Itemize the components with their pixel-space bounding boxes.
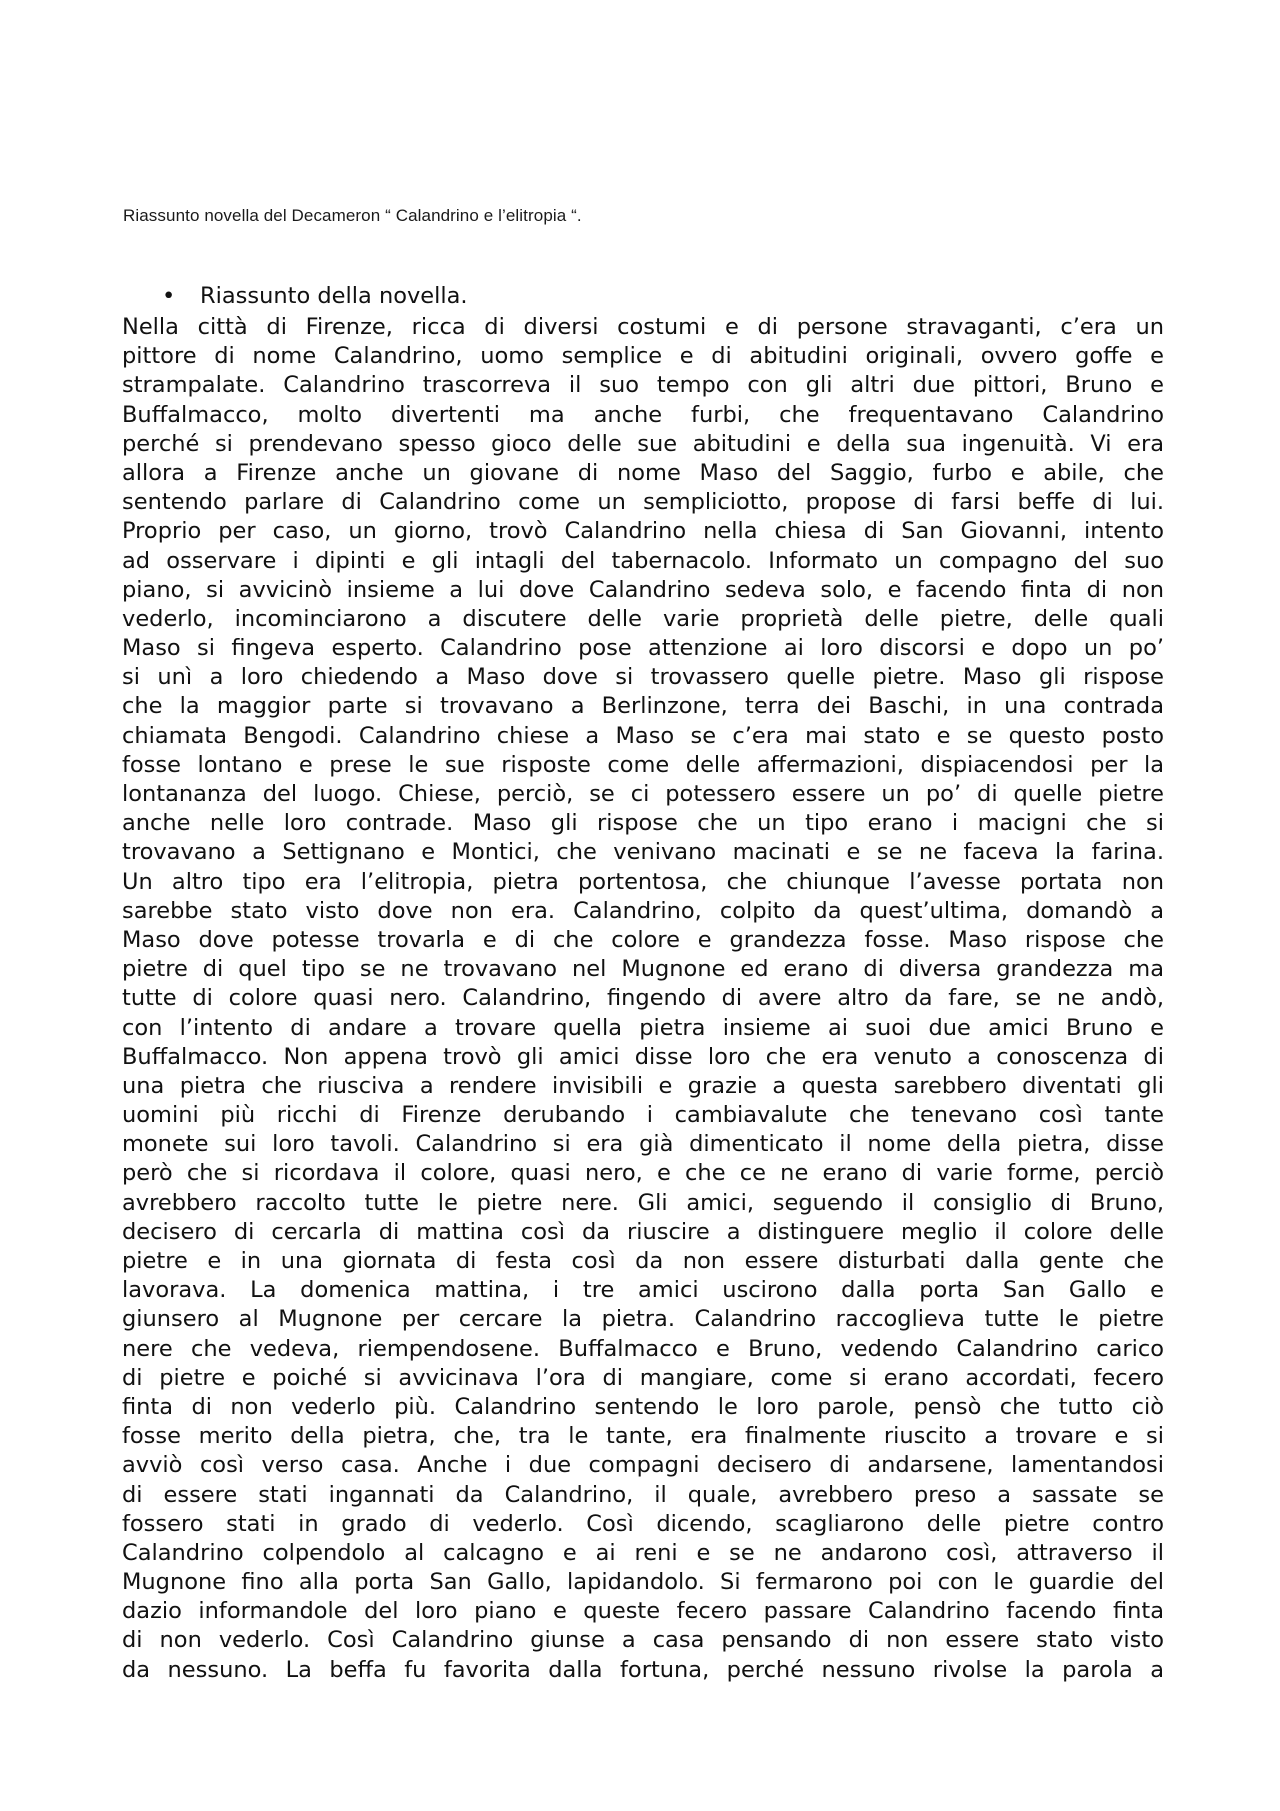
body-line: Maso si fingeva esperto. Calandrino pose attenzione ai loro discorsi e dopo un po’ xyxy=(122,635,1164,662)
body-line: Maso dove potesse trovarla e di che colore e grandezza fosse. Maso rispose che xyxy=(122,926,1164,953)
body-line: di essere stati ingannati da Calandrino, il quale, avrebbero preso a sassate se xyxy=(122,1481,1164,1508)
body-line: fossero stati in grado di vederlo. Così dicendo, scagliarono delle pietre contro xyxy=(122,1510,1164,1537)
body-line: di non vederlo. Così Calandrino giunse a casa pensando di non essere stato visto xyxy=(122,1627,1164,1654)
document-title: Riassunto novella del Decameron “ Calandrino e l’elitropia “. xyxy=(123,206,582,225)
body-line: tutte di colore quasi nero. Calandrino, fingendo di avere altro da fare, se ne andò, xyxy=(122,985,1164,1012)
section-heading: Riassunto della novella. xyxy=(200,283,468,309)
body-line: Mugnone fino alla porta San Gallo, lapidandolo. Si fermarono poi con le guardie del xyxy=(122,1569,1164,1596)
body-line: monete sui loro tavoli. Calandrino si era già dimenticato il nome della pietra, disse xyxy=(122,1131,1164,1158)
body-line: però che si ricordava il colore, quasi nero, e che ce ne erano di varie forme, perciò xyxy=(122,1160,1164,1187)
body-line: anche nelle loro contrade. Maso gli rispose che un tipo erano i macigni che si xyxy=(122,810,1164,837)
body-line: di pietre e poiché si avvicinava l’ora di mangiare, come si erano accordati, fecero xyxy=(122,1364,1164,1391)
body-line: lontananza del luogo. Chiese, perciò, se ci potessero essere un po’ di quelle pietre xyxy=(122,781,1164,807)
body-line: Un altro tipo era l’elitropia, pietra portentosa, che chiunque l’avesse portata non xyxy=(122,868,1164,895)
body-line: sentendo parlare di Calandrino come un sempliciotto, propose di farsi beffe di lui. xyxy=(122,489,1164,516)
body-line: giunsero al Mugnone per cercare la pietra. Calandrino raccoglieva tutte le pietre xyxy=(122,1306,1164,1333)
body-line: dazio informandole del loro piano e queste fecero passare Calandrino facendo finta xyxy=(122,1598,1164,1625)
body-line: pittore di nome Calandrino, uomo semplice e di abitudini originali, ovvero goffe e xyxy=(122,343,1164,370)
body-line: sarebbe stato visto dove non era. Calandrino, colpito da quest’ultima, domandò a xyxy=(122,897,1164,924)
body-line: fosse merito della pietra, che, tra le tante, era finalmente riuscito a trovare e si xyxy=(122,1423,1164,1450)
body-line: perché si prendevano spesso gioco delle sue abitudini e della sua ingenuità. Vi era xyxy=(122,430,1164,457)
body-line: Proprio per caso, un giorno, trovò Calandrino nella chiesa di San Giovanni, intento xyxy=(122,518,1164,545)
body-line: chiamata Bengodi. Calandrino chiese a Maso se c’era mai stato e se questo posto xyxy=(122,722,1164,749)
body-line: vederlo, incominciarono a discutere delle varie proprietà delle pietre, delle quali xyxy=(122,605,1164,632)
body-line: Buffalmacco, molto divertenti ma anche furbi, che frequentavano Calandrino xyxy=(122,401,1164,428)
body-line: pietre di quel tipo se ne trovavano nel Mugnone ed erano di diversa grandezza ma xyxy=(122,956,1164,983)
body-line: finta di non vederlo più. Calandrino sentendo le loro parole, pensò che tutto ciò xyxy=(122,1393,1164,1420)
body-line: Buffalmacco. Non appena trovò gli amici disse loro che era venuto a conoscenza di xyxy=(122,1043,1164,1070)
body-line: strampalate. Calandrino trascorreva il suo tempo con gli altri due pittori, Bruno e xyxy=(122,372,1164,399)
body-line: una pietra che riusciva a rendere invisibili e grazie a questa sarebbero diventati gli xyxy=(122,1072,1164,1099)
body-paragraph xyxy=(122,313,1164,1685)
body-line: decisero di cercarla di mattina così da riuscire a distinguere meglio il colore delle xyxy=(122,1218,1164,1245)
body-line: da nessuno. La beffa fu favorita dalla fortuna, perché nessuno rivolse la parola a xyxy=(122,1656,1164,1683)
body-line: lavorava. La domenica mattina, i tre amici uscirono dalla porta San Gallo e xyxy=(122,1277,1164,1304)
body-line: pietre e in una giornata di festa così da non essere disturbati dalla gente che xyxy=(122,1248,1164,1274)
body-line: fosse lontano e prese le sue risposte come delle affermazioni, dispiacendosi per la xyxy=(122,751,1164,778)
body-line: ad osservare i dipinti e gli intagli del tabernacolo. Informato un compagno del suo xyxy=(122,547,1164,574)
section-bullet-item xyxy=(162,283,468,309)
body-line: Nella città di Firenze, ricca di diversi costumi e di persone stravaganti, c’era un xyxy=(122,314,1164,340)
bullet-icon: • xyxy=(162,283,176,309)
body-line: con l’intento di andare a trovare quella pietra insieme ai suoi due amici Bruno e xyxy=(122,1014,1164,1041)
body-line: piano, si avvicinò insieme a lui dove Calandrino sedeva solo, e facendo finta di non xyxy=(122,576,1164,603)
body-line: si unì a loro chiedendo a Maso dove si trovassero quelle pietre. Maso gli rispose xyxy=(122,664,1164,691)
body-line: avrebbero raccolto tutte le pietre nere. Gli amici, seguendo il consiglio di Bruno, xyxy=(122,1189,1164,1216)
body-line: allora a Firenze anche un giovane di nome Maso del Saggio, furbo e abile, che xyxy=(122,459,1164,486)
body-line: trovavano a Settignano e Montici, che venivano macinati e se ne faceva la farina. xyxy=(122,839,1164,866)
body-line: avviò così verso casa. Anche i due compagni decisero di andarsene, lamentandosi xyxy=(122,1452,1164,1479)
body-line: Calandrino colpendolo al calcagno e ai reni e se ne andarono così, attraverso il xyxy=(122,1539,1164,1566)
body-line: nere che vedeva, riempendosene. Buffalmacco e Bruno, vedendo Calandrino carico xyxy=(122,1335,1164,1362)
body-line: che la maggior parte si trovavano a Berlinzone, terra dei Baschi, in una contrada xyxy=(122,693,1164,720)
body-line: uomini più ricchi di Firenze derubando i cambiavalute che tenevano così tante xyxy=(122,1102,1164,1129)
